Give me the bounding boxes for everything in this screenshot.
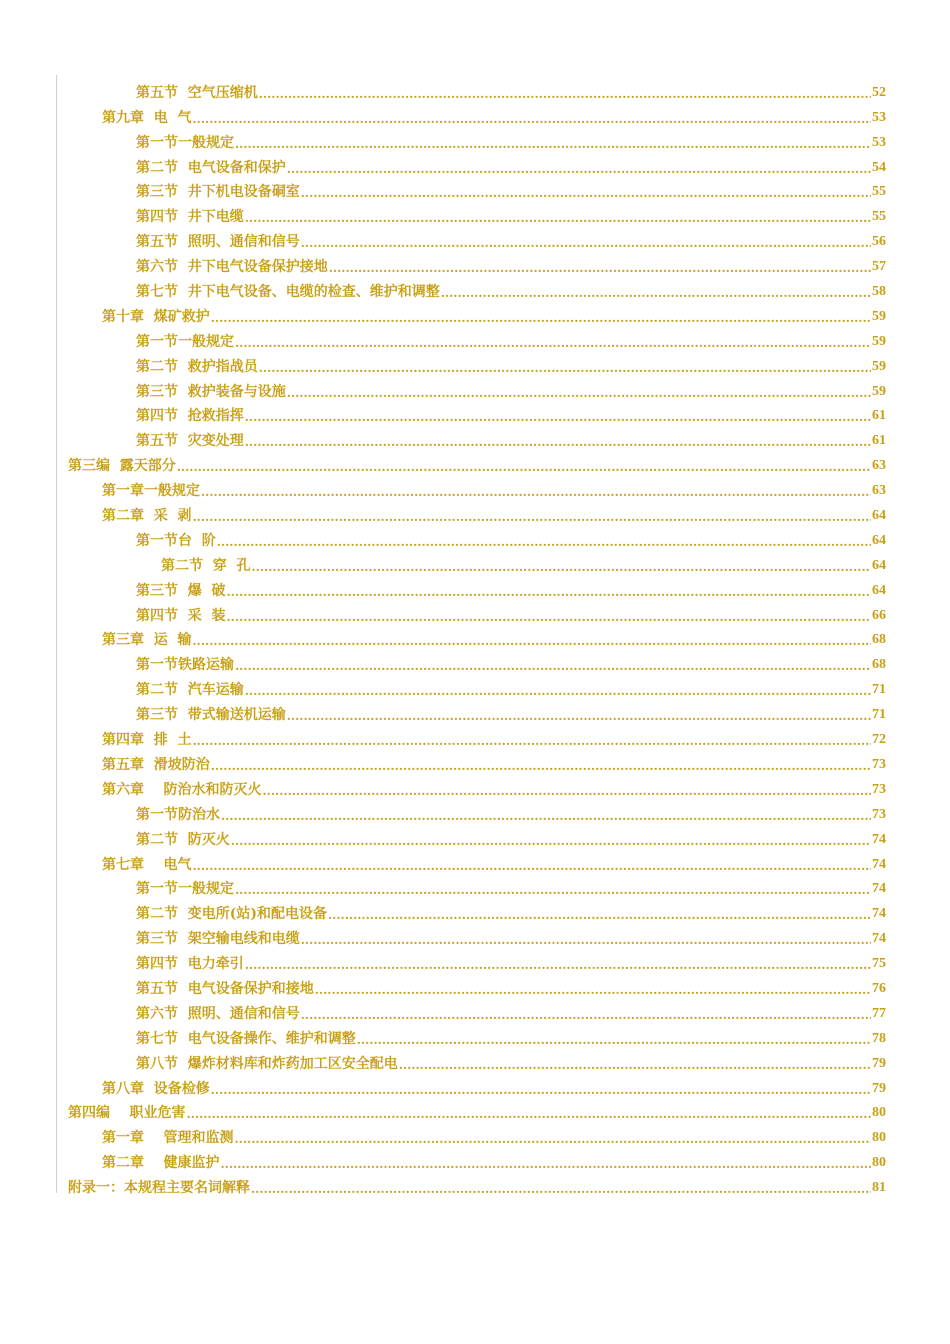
toc-entry[interactable] [0, 125, 950, 150]
toc-entry-page-number: 74 [872, 881, 886, 897]
toc-dot-leader [227, 611, 872, 623]
toc-entry-title: 第七章 电气 [102, 856, 192, 873]
toc-entry[interactable] [0, 921, 950, 946]
toc-dot-leader [193, 113, 872, 125]
toc-entry-title: 第二节 汽车运输 [136, 682, 244, 699]
toc-entry-page-number: 59 [872, 333, 886, 349]
toc-entry-title: 第三节 带式输送机运输 [136, 707, 286, 724]
toc-entry[interactable] [0, 548, 950, 573]
toc-entry-title: 第七节 电气设备操作、维护和调整 [136, 1030, 356, 1047]
toc-entry-page-number: 73 [872, 806, 886, 822]
toc-entry-title: 第十章 煤矿救护 [102, 308, 210, 325]
toc-entry[interactable] [0, 573, 950, 598]
toc-entry[interactable] [0, 896, 950, 921]
toc-entry-page-number: 64 [872, 508, 886, 524]
toc-dot-leader [201, 486, 871, 498]
toc-dot-leader [301, 237, 871, 249]
toc-dot-leader [235, 1133, 872, 1145]
toc-entry-title: 第二章 健康监护 [102, 1155, 220, 1172]
toc-entry-page-number: 52 [872, 84, 886, 100]
toc-entry-page-number: 71 [872, 682, 886, 698]
toc-dot-leader [259, 362, 871, 374]
toc-entry-page-number: 73 [872, 756, 886, 772]
toc-entry-page-number: 59 [872, 383, 886, 399]
toc-dot-leader [245, 685, 871, 697]
toc-entry[interactable] [0, 374, 950, 399]
toc-entry-page-number: 74 [872, 906, 886, 922]
toc-entry-title: 第四章 排 土 [102, 732, 192, 749]
toc-dot-leader [211, 760, 871, 772]
toc-entry[interactable] [0, 872, 950, 897]
toc-dot-leader [177, 461, 871, 473]
toc-entry-page-number: 57 [872, 259, 886, 275]
toc-dot-leader [245, 959, 871, 971]
toc-entry[interactable] [0, 274, 950, 299]
toc-entry-title: 第二节 穿 孔 [161, 557, 251, 574]
toc-entry[interactable] [0, 647, 950, 672]
toc-entry[interactable] [0, 349, 950, 374]
toc-dot-leader [251, 1183, 871, 1195]
toc-entry-page-number: 59 [872, 308, 886, 324]
toc-dot-leader [441, 287, 871, 299]
toc-entry[interactable] [0, 1170, 950, 1195]
toc-entry-title: 第二节 电气设备和保护 [136, 159, 286, 176]
toc-dot-leader [301, 187, 871, 199]
toc-dot-leader [315, 984, 871, 996]
toc-entry-title: 第三节 爆 破 [136, 582, 226, 599]
toc-entry-title: 第三编 露天部分 [68, 458, 176, 475]
toc-entry-page-number: 59 [872, 358, 886, 374]
toc-entry[interactable] [0, 1071, 950, 1096]
toc-entry[interactable] [0, 1021, 950, 1046]
toc-entry[interactable] [0, 1046, 950, 1071]
toc-entry[interactable] [0, 399, 950, 424]
toc-dot-leader [221, 810, 871, 822]
toc-entry-page-number: 64 [872, 557, 886, 573]
toc-dot-leader [211, 1084, 871, 1096]
toc-entry[interactable] [0, 448, 950, 473]
toc-entry-title: 第六节 井下电气设备保护接地 [136, 259, 328, 276]
toc-entry-title: 第七节 井下电气设备、电缆的检查、维护和调整 [136, 284, 440, 301]
toc-dot-leader [252, 561, 872, 573]
toc-entry-title: 第二章 采 剥 [102, 508, 192, 525]
toc-entry[interactable] [0, 697, 950, 722]
toc-entry-page-number: 72 [872, 732, 886, 748]
toc-entry-page-number: 80 [872, 1105, 886, 1121]
toc-entry[interactable] [0, 175, 950, 200]
toc-dot-leader [221, 1158, 872, 1170]
toc-entry-page-number: 74 [872, 931, 886, 947]
toc-entry-title: 第一节铁路运输 [136, 657, 234, 674]
toc-entry-title: 第三节 井下机电设备硐室 [136, 184, 300, 201]
toc-entry[interactable] [0, 75, 950, 100]
toc-entry-page-number: 53 [872, 134, 886, 150]
toc-entry-title: 第五节 照明、通信和信号 [136, 234, 300, 251]
toc-entry-page-number: 75 [872, 956, 886, 972]
toc-dot-leader [263, 785, 872, 797]
toc-entry[interactable] [0, 747, 950, 772]
toc-entry[interactable] [0, 772, 950, 797]
toc-entry-title: 第一节一般规定 [136, 881, 234, 898]
toc-entry-title: 附录一：本规程主要名词解释 [68, 1180, 250, 1197]
toc-entry[interactable] [0, 224, 950, 249]
toc-entry-page-number: 64 [872, 532, 886, 548]
toc-entry-page-number: 77 [872, 1005, 886, 1021]
toc-dot-leader [287, 163, 871, 175]
toc-entry-page-number: 74 [872, 856, 886, 872]
toc-entry[interactable] [0, 1096, 950, 1121]
toc-entry-page-number: 53 [872, 109, 886, 125]
toc-entry-page-number: 63 [872, 483, 886, 499]
toc-dot-leader [193, 511, 872, 523]
toc-entry-title: 第五节 空气压缩机 [136, 84, 258, 101]
toc-dot-leader [329, 262, 871, 274]
toc-entry-title: 第五章 滑坡防治 [102, 756, 210, 773]
toc-dot-leader [235, 660, 871, 672]
toc-entry[interactable] [0, 498, 950, 523]
toc-entry[interactable] [0, 249, 950, 274]
toc-entry-page-number: 80 [872, 1155, 886, 1171]
toc-entry-page-number: 56 [872, 234, 886, 250]
toc-dot-leader [245, 436, 871, 448]
toc-entry[interactable] [0, 150, 950, 175]
toc-entry[interactable] [0, 1145, 950, 1170]
toc-entry-page-number: 76 [872, 980, 886, 996]
toc-entry-page-number: 68 [872, 632, 886, 648]
toc-entry-title: 第六节 照明、通信和信号 [136, 1005, 300, 1022]
toc-entry-title: 第二节 防灭火 [136, 831, 230, 848]
toc-dot-leader [287, 710, 871, 722]
toc-dot-leader [235, 138, 871, 150]
toc-entry-title: 第六章 防治水和防灭火 [102, 781, 262, 798]
toc-entry-title: 第一节一般规定 [136, 333, 234, 350]
toc-entry-title: 第四节 采 装 [136, 607, 226, 624]
toc-entry-title: 第一节台 阶 [136, 532, 216, 549]
toc-entry-page-number: 74 [872, 831, 886, 847]
toc-entry-page-number: 71 [872, 707, 886, 723]
toc-entry-page-number: 58 [872, 284, 886, 300]
toc-entry-title: 第八节 爆炸材料库和炸药加工区安全配电 [136, 1055, 398, 1072]
toc-entry-title: 第八章 设备检修 [102, 1080, 210, 1097]
toc-entry[interactable] [0, 1120, 950, 1145]
toc-dot-leader [193, 635, 872, 647]
toc-entry-page-number: 80 [872, 1130, 886, 1146]
toc-dot-leader [187, 1108, 872, 1120]
toc-dot-leader [259, 88, 871, 100]
toc-entry-page-number: 66 [872, 607, 886, 623]
toc-entry-page-number: 68 [872, 657, 886, 673]
toc-entry-page-number: 61 [872, 433, 886, 449]
toc-dot-leader [287, 387, 871, 399]
toc-entry-title: 第二节 救护指战员 [136, 358, 258, 375]
toc-entry[interactable] [0, 722, 950, 747]
toc-entry[interactable] [0, 996, 950, 1021]
toc-entry-title: 第九章 电 气 [102, 109, 192, 126]
toc-dot-leader [193, 735, 872, 747]
toc-entry-page-number: 54 [872, 159, 886, 175]
toc-dot-leader [211, 312, 871, 324]
toc-entry[interactable] [0, 847, 950, 872]
toc-dot-leader [399, 1059, 871, 1071]
toc-entry-page-number: 78 [872, 1030, 886, 1046]
toc-entry-title: 第五节 灾变处理 [136, 433, 244, 450]
toc-entry-page-number: 55 [872, 209, 886, 225]
table-of-contents [0, 75, 950, 1195]
toc-entry[interactable] [0, 822, 950, 847]
toc-dot-leader [245, 212, 871, 224]
toc-dot-leader [357, 1034, 871, 1046]
toc-dot-leader [227, 586, 872, 598]
toc-entry-page-number: 73 [872, 781, 886, 797]
toc-entry-title: 第四节 电力牵引 [136, 956, 244, 973]
toc-entry-page-number: 64 [872, 582, 886, 598]
toc-entry[interactable] [0, 473, 950, 498]
toc-entry-page-number: 61 [872, 408, 886, 424]
toc-entry[interactable] [0, 946, 950, 971]
toc-entry-page-number: 81 [872, 1180, 886, 1196]
toc-entry-title: 第一节防治水 [136, 806, 220, 823]
toc-entry-page-number: 63 [872, 458, 886, 474]
toc-dot-leader [231, 835, 871, 847]
toc-entry-title: 第四节 抢救指挥 [136, 408, 244, 425]
toc-entry-page-number: 79 [872, 1080, 886, 1096]
toc-entry-title: 第四编 职业危害 [68, 1105, 186, 1122]
toc-entry[interactable] [0, 299, 950, 324]
toc-entry-title: 第三章 运 输 [102, 632, 192, 649]
toc-entry[interactable] [0, 623, 950, 648]
toc-entry[interactable] [0, 523, 950, 548]
toc-entry-title: 第三节 架空输电线和电缆 [136, 931, 300, 948]
toc-entry-title: 第一章一般规定 [102, 483, 200, 500]
toc-dot-leader [245, 411, 871, 423]
toc-entry[interactable] [0, 100, 950, 125]
toc-entry[interactable] [0, 423, 950, 448]
toc-entry-page-number: 79 [872, 1055, 886, 1071]
toc-dot-leader [193, 860, 872, 872]
toc-entry-title: 第一章 管理和监测 [102, 1130, 234, 1147]
toc-entry[interactable] [0, 598, 950, 623]
toc-entry-title: 第五节 电气设备保护和接地 [136, 980, 314, 997]
toc-entry[interactable] [0, 324, 950, 349]
toc-entry[interactable] [0, 971, 950, 996]
toc-entry-title: 第二节 变电所(站)和配电设备 [136, 906, 327, 923]
toc-entry[interactable] [0, 672, 950, 697]
toc-entry-title: 第四节 井下电缆 [136, 209, 244, 226]
toc-dot-leader [217, 536, 871, 548]
toc-dot-leader [328, 909, 871, 921]
toc-entry-title: 第三节 救护装备与设施 [136, 383, 286, 400]
toc-entry-page-number: 55 [872, 184, 886, 200]
toc-dot-leader [235, 884, 871, 896]
toc-entry-title: 第一节一般规定 [136, 134, 234, 151]
toc-dot-leader [301, 1009, 871, 1021]
toc-dot-leader [235, 337, 871, 349]
toc-entry[interactable] [0, 199, 950, 224]
toc-dot-leader [301, 934, 871, 946]
toc-entry[interactable] [0, 797, 950, 822]
